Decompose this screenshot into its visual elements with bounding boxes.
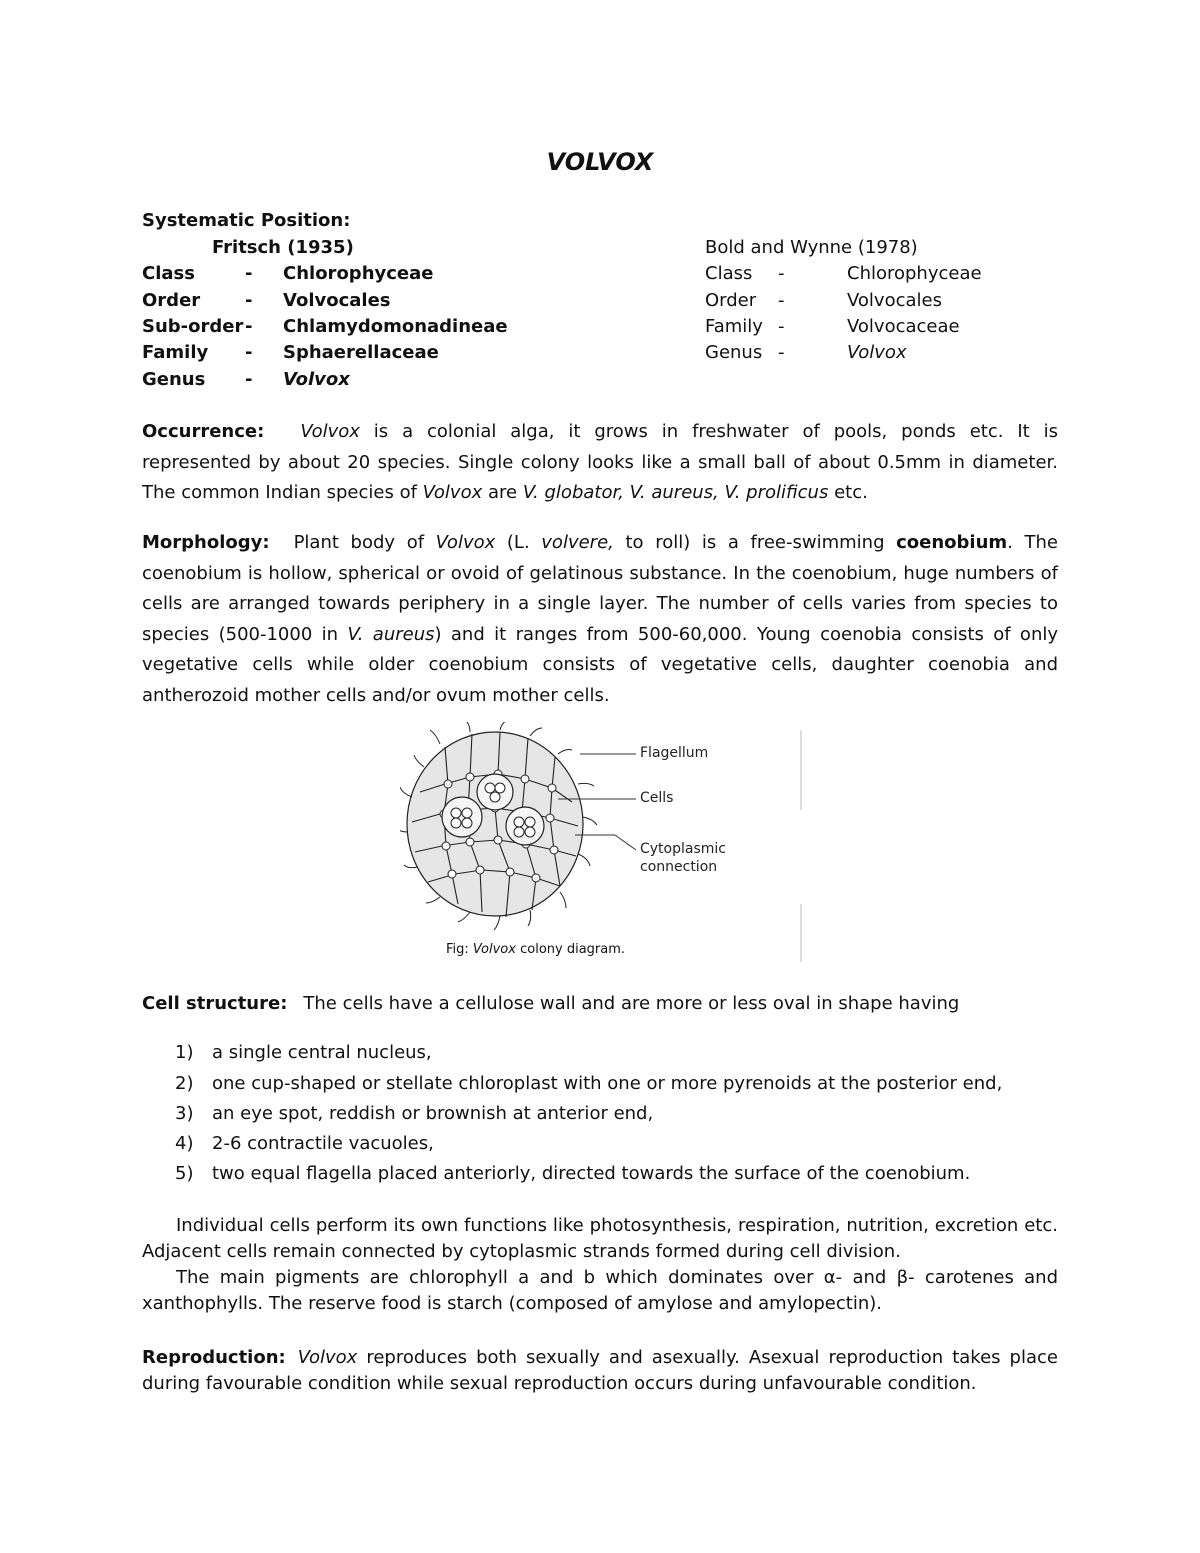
volvere-term: volvere, (541, 532, 614, 553)
page-title: VOLVOX (546, 148, 654, 176)
rank-label: Family (705, 316, 763, 337)
cell-structure-label: Cell structure: (142, 993, 288, 1014)
rank-label: Order (142, 290, 201, 311)
reproduction-paragraph (142, 1345, 1058, 1397)
caption-prefix: Fig: (446, 942, 473, 957)
flagellum-label: Flagellum (640, 745, 709, 761)
rank-label: Family (142, 342, 209, 363)
rank-value: Volvox (283, 369, 350, 390)
rank-dash: - (245, 263, 253, 284)
volvox-figure (400, 722, 820, 972)
pigments-paragraph: The main pigments are chlorophyll a and b which dominates over α- and β- carotenes and xanthophylls. The reserve food is starch (composed of amylose and amylopectin). (142, 1267, 1058, 1314)
systematic-heading: Systematic Position: (142, 210, 351, 231)
rank-label: Order (705, 290, 757, 311)
morphology-label: Morphology: (142, 532, 270, 553)
rank-dash: - (245, 369, 253, 390)
bold-wynne-source: Bold and Wynne (1978) (705, 237, 918, 258)
occurrence-text: are (482, 482, 523, 503)
morphology-text: (L. (495, 532, 542, 553)
fritsch-source: Fritsch (1935) (212, 237, 354, 258)
rank-value: Volvocales (283, 290, 391, 311)
rank-dash: - (778, 316, 785, 337)
rank-label: Sub-order (142, 316, 244, 337)
morphology-text: to roll) is a free-swimming (613, 532, 897, 553)
volvox-colony-diagram (400, 722, 820, 972)
coenobium-term: coenobium (896, 532, 1008, 553)
cell-function-paragraph: Individual cells perform its own functions like photosynthesis, respiration, nutrition, excretion etc. Adjacent cells remain connected by cytoplasmic strands formed during cell division. (142, 1215, 1058, 1262)
connection-label: connection (640, 859, 718, 875)
volvox-term: Volvox (300, 421, 360, 442)
list-text: a single central nucleus, (212, 1042, 432, 1063)
rank-value: Chlamydomonadineae (283, 316, 508, 337)
list-number: 1) (175, 1042, 194, 1063)
list-text: an eye spot, reddish or brownish at anterior end, (212, 1103, 654, 1124)
volvox-term: Volvox (435, 532, 496, 553)
list-number: 2) (175, 1073, 194, 1094)
aureus-term: V. aureus (347, 623, 435, 645)
list-number: 4) (175, 1133, 194, 1154)
reproduction-label: Reproduction: (142, 1347, 286, 1368)
morphology-text: ) and it ranges from 500-60,000. Young coenobia consists of only vegetative cells while older coenobium consists of vegetative cells, daughter coenobia and antherozoid mother cells and/or ovum mother cells. (142, 623, 1059, 706)
rank-dash: - (778, 263, 785, 284)
rank-value: Volvocales (847, 290, 942, 311)
rank-label: Class (142, 263, 195, 284)
morphology-paragraph (142, 528, 1058, 711)
caption-text: colony diagram. (515, 942, 626, 957)
rank-label: Class (705, 263, 753, 284)
list-number: 3) (175, 1103, 194, 1124)
rank-dash: - (245, 290, 253, 311)
morphology-text: Plant body of (293, 532, 436, 553)
cytoplasmic-label: Cytoplasmic (640, 841, 726, 857)
cell-structure-intro-text: The cells have a cellulose wall and are more or less oval in shape having (303, 993, 960, 1014)
rank-dash: - (245, 342, 253, 363)
rank-value: Chlorophyceae (283, 263, 434, 284)
rank-dash: - (245, 316, 253, 337)
reproduction-text: reproduces both sexually and asexually. Asexual reproduction takes place during favourable condition while sexual reproduction occurs during unfavourable condition. (142, 1347, 1058, 1394)
cells-label: Cells (640, 790, 674, 806)
list-item (175, 1103, 653, 1125)
morphology-text: . The coenobium is hollow, spherical or ovoid of gelatinous substance. In the coenobium, huge numbers of cells are arranged towards periphery in a single layer. The number of cells varies from species to species (500-1000 in (142, 532, 1059, 645)
list-item (175, 1133, 434, 1155)
list-text: 2-6 contractile vacuoles, (212, 1133, 434, 1154)
cell-structure-intro (142, 993, 959, 1015)
species-list: V. globator, V. aureus, V. prolificus (522, 482, 829, 503)
rank-dash: - (778, 290, 785, 311)
list-number: 5) (175, 1163, 194, 1184)
list-item (175, 1163, 970, 1185)
list-text: two equal flagella placed anteriorly, directed towards the surface of the coenobium. (212, 1163, 971, 1184)
rank-dash: - (778, 342, 785, 363)
list-text: one cup-shaped or stellate chloroplast with one or more pyrenoids at the posterior end, (212, 1073, 1003, 1094)
occurrence-text: etc. (828, 482, 868, 503)
rank-value: Sphaerellaceae (283, 342, 439, 363)
rank-value: Volvox (847, 342, 907, 363)
occurrence-label: Occurrence: (142, 421, 265, 442)
occurrence-text: is a colonial alga, it grows in freshwater of pools, ponds etc. It is represented by about 20 species. Single colony looks like a small ball of about 0.5mm in diameter. The common Indian species of (142, 421, 1058, 503)
volvox-term: Volvox (422, 482, 483, 503)
occurrence-paragraph (142, 417, 1058, 509)
figure-caption (446, 942, 625, 957)
list-item (175, 1042, 432, 1064)
volvox-term: Volvox (297, 1347, 358, 1368)
list-item (175, 1073, 1002, 1095)
rank-label: Genus (705, 342, 763, 363)
caption-volvox: Volvox (472, 942, 516, 957)
rank-value: Chlorophyceae (847, 263, 982, 284)
rank-value: Volvocaceae (847, 316, 960, 337)
rank-label: Genus (142, 369, 206, 390)
